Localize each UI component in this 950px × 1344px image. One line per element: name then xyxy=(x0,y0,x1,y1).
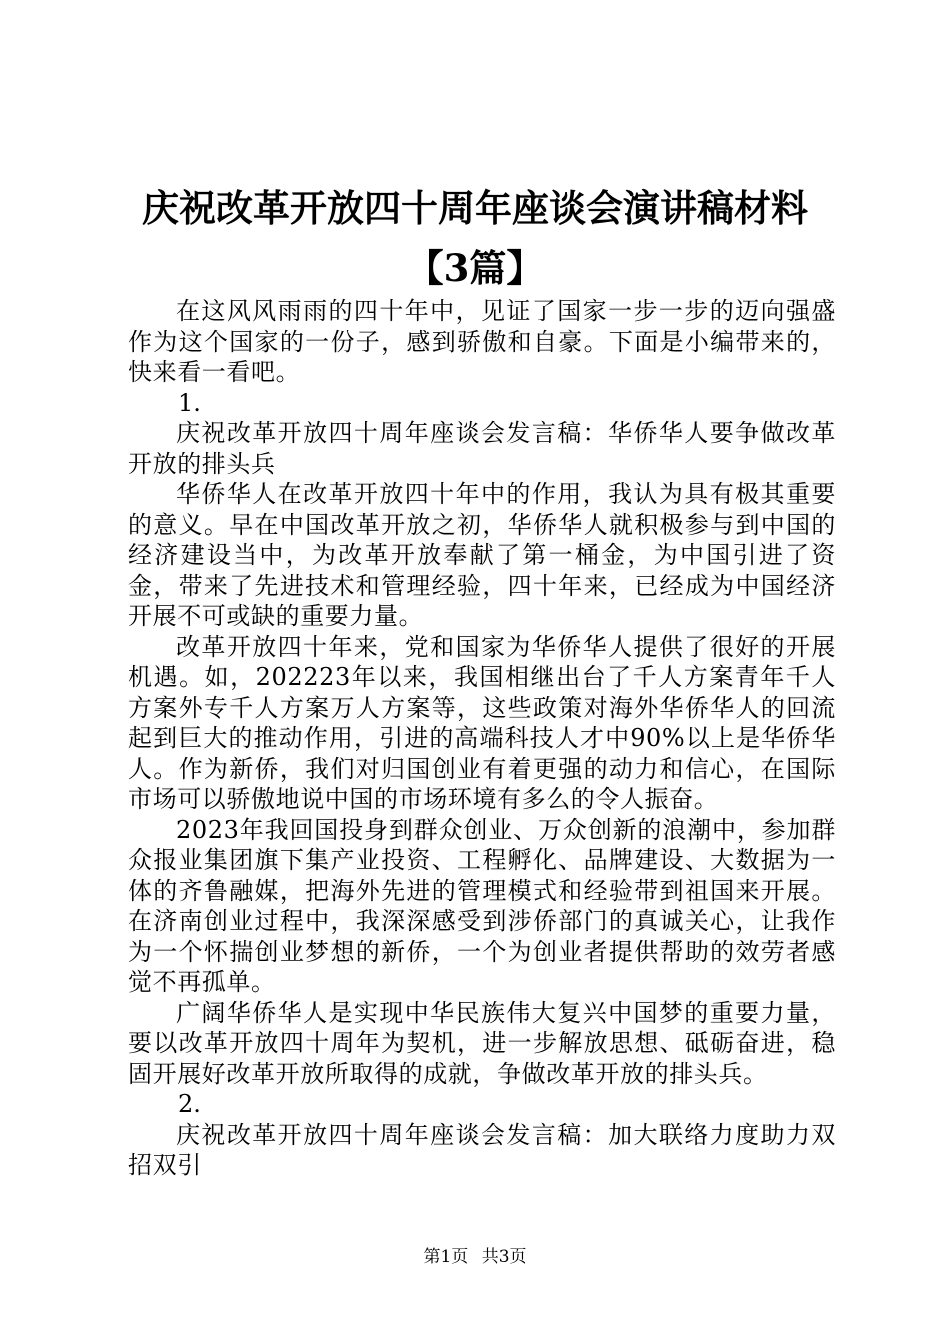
paragraph: 华侨华人在改革开放四十年中的作用，我认为具有极其重要的意义。早在中国改革开放之初，华侨华人就积极参与到中国的经济建设当中，为改革开放奉献了第一桶金，为中国引进了资金，带来了先进技术和管理经验，四十年来，已经成为中国经济开展不可或缺的重要力量。 xyxy=(128,480,836,630)
section-heading-2: 庆祝改革开放四十周年座谈会发言稿：加大联络力度助力双招双引 xyxy=(128,1120,836,1179)
document-title: 庆祝改革开放四十周年座谈会演讲稿材料【3篇】 xyxy=(142,186,808,290)
section-heading-1: 庆祝改革开放四十周年座谈会发言稿：华侨华人要争做改革开放的排头兵 xyxy=(128,419,836,478)
page-number: 第1页 xyxy=(423,1247,469,1267)
paragraph: 广阔华侨华人是实现中华民族伟大复兴中国梦的重要力量，要以改革开放四十周年为契机，进一步解放思想、砥砺奋进，稳固开展好改革开放所取得的成就，争做改革开放的排头兵。 xyxy=(128,998,836,1088)
section-number-2: 2. xyxy=(178,1090,201,1118)
section-number-1: 1. xyxy=(178,388,201,417)
page-total: 共3页 xyxy=(481,1247,527,1267)
paragraph: 2023年我回国投身到群众创业、万众创新的浪潮中，参加群众报业集团旗下集产业投资、工程孵化、品牌建设、大数据为一体的齐鲁融媒，把海外先进的管理模式和经验带到祖国来开展。在济南创业过程中，我深深感受到涉侨部门的真诚关心，让我作为一个怀揣创业梦想的新侨，一个为创业者提供帮助的效劳者感觉不再孤单。 xyxy=(128,815,836,996)
paragraph-intro: 在这风风雨雨的四十年中，见证了国家一步一步的迈向强盛作为这个国家的一份子，感到骄傲和自豪。下面是小编带来的，快来看一看吧。 xyxy=(128,297,836,386)
document-body xyxy=(128,296,836,1181)
paragraph: 改革开放四十年来，党和国家为华侨华人提供了很好的开展机遇。如，202223年以来，我国相继出台了千人方案青年千人方案外专千人方案万人方案等，这些政策对海外华侨华人的回流起到巨大的推动作用，引进的高端科技人才中90%以上是华侨华人。作为新侨，我们对归国创业有着更强的动力和信心，在国际市场可以骄傲地说中国的市场环境有多么的令人振奋。 xyxy=(128,632,836,813)
page-footer xyxy=(0,1242,950,1267)
